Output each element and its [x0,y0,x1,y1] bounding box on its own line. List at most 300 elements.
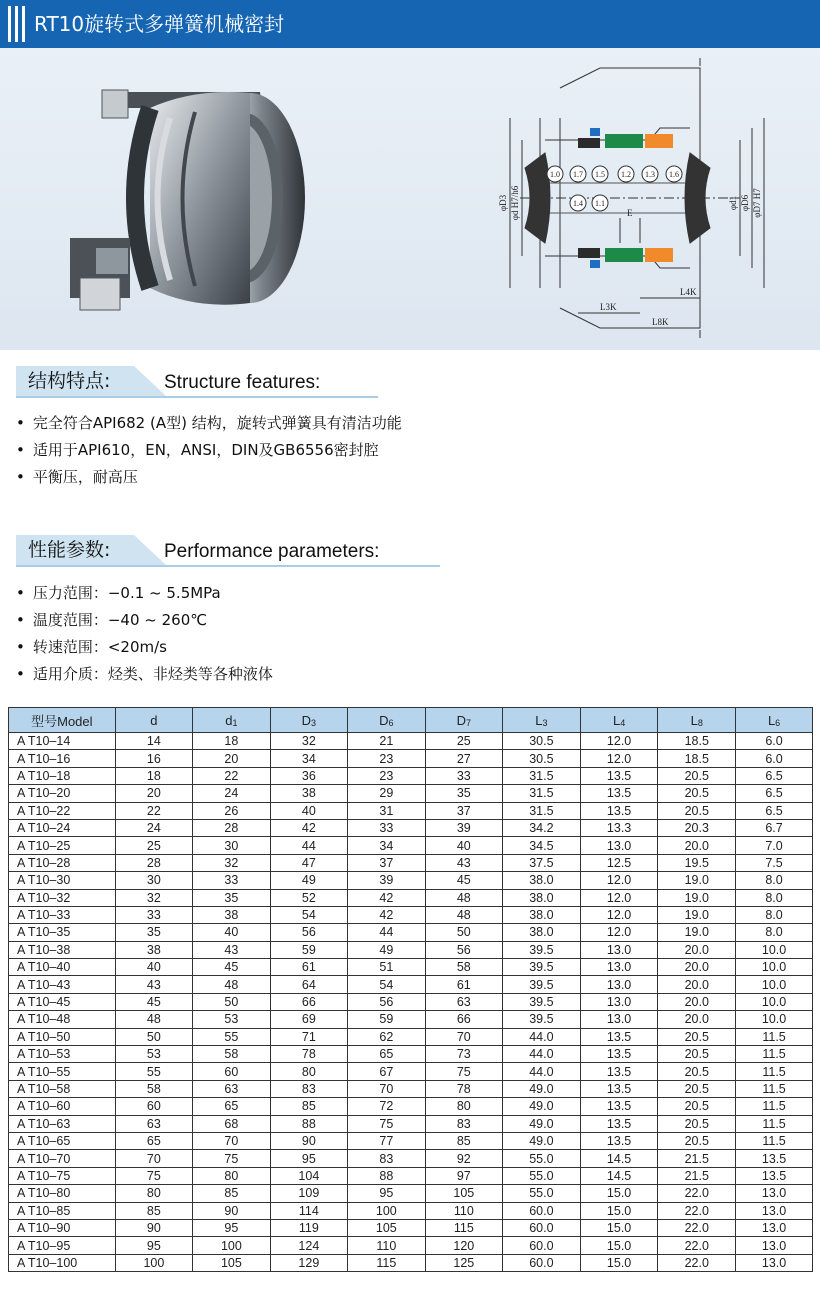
table-row [9,854,813,871]
seal-photo [70,90,305,310]
value-cell: 24 [115,819,192,836]
value-cell: 13.5 [580,785,658,802]
value-cell: 20.0 [658,959,736,976]
value-cell: 54 [270,906,347,923]
value-cell: 23 [348,767,425,784]
value-cell: 53 [193,1011,270,1028]
value-cell: 124 [270,1237,347,1254]
value-cell: 105 [425,1185,502,1202]
value-cell: 28 [193,819,270,836]
table-body [9,733,813,1272]
value-cell: 33 [115,906,192,923]
table-row [9,1167,813,1184]
table-row [9,1132,813,1149]
model-cell: A T10–65 [9,1132,116,1149]
value-cell: 29 [348,785,425,802]
value-cell: 13.5 [580,1063,658,1080]
value-cell: 125 [425,1254,502,1271]
value-cell: 85 [115,1202,192,1219]
value-cell: 75 [425,1063,502,1080]
value-cell: 61 [270,959,347,976]
value-cell: 13.5 [580,1098,658,1115]
model-cell: A T10–70 [9,1150,116,1167]
model-cell: A T10–18 [9,767,116,784]
value-cell: 13.0 [736,1254,813,1271]
value-cell: 53 [115,1046,192,1063]
column-header: $D_6$ [348,708,425,733]
value-cell: 20.5 [658,1132,736,1149]
value-cell: 13.0 [580,976,658,993]
product-image-band [0,48,820,350]
value-cell: 42 [348,889,425,906]
value-cell: 50 [193,993,270,1010]
value-cell: 37 [348,854,425,871]
value-cell: 48 [193,976,270,993]
value-cell: 56 [348,993,425,1010]
page-header [0,0,820,48]
model-cell: A T10–80 [9,1185,116,1202]
value-cell: 60.0 [503,1237,581,1254]
table-row [9,906,813,923]
value-cell: 19.0 [658,924,736,941]
value-cell: 77 [348,1132,425,1149]
model-cell: A T10–30 [9,872,116,889]
value-cell: 34.2 [503,819,581,836]
dim-d1: φd1 [728,195,738,211]
table-row [9,959,813,976]
performance-title-zh: 性能参数: [28,539,111,561]
value-cell: 23 [348,750,425,767]
technical-drawing [510,58,764,338]
value-cell: 42 [270,819,347,836]
value-cell: 13.5 [736,1150,813,1167]
value-cell: 15.0 [580,1254,658,1271]
value-cell: 75 [193,1150,270,1167]
dim-D6: φD6 [740,194,750,212]
heading-rule [16,565,440,567]
value-cell: 11.5 [736,1132,813,1149]
value-cell: 65 [115,1132,192,1149]
value-cell: 20.5 [658,1098,736,1115]
list-item: • 平衡压，耐高压 [16,464,402,491]
table-row [9,733,813,750]
value-cell: 38.0 [503,872,581,889]
value-cell: 50 [425,924,502,941]
value-cell: 30 [193,837,270,854]
value-cell: 11.5 [736,1063,813,1080]
value-cell: 63 [425,993,502,1010]
table-row [9,1080,813,1097]
callout-1-5: 1.5 [595,170,605,179]
model-cell: A T10–32 [9,889,116,906]
value-cell: 31.5 [503,785,581,802]
value-cell: 33 [193,872,270,889]
value-cell: 6.0 [736,733,813,750]
value-cell: 120 [425,1237,502,1254]
value-cell: 39 [425,819,502,836]
value-cell: 25 [115,837,192,854]
structure-section-heading [16,366,416,398]
value-cell: 30.5 [503,750,581,767]
value-cell: 11.5 [736,1080,813,1097]
model-cell: A T10–35 [9,924,116,941]
value-cell: 20.5 [658,1028,736,1045]
value-cell: 19.5 [658,854,736,871]
value-cell: 66 [270,993,347,1010]
value-cell: 16 [115,750,192,767]
list-item: • 压力范围：−0.1 ~ 5.5MPa [16,580,273,607]
value-cell: 55.0 [503,1185,581,1202]
value-cell: 110 [348,1237,425,1254]
performance-title-en: Performance parameters: [164,541,380,562]
structure-title-zh: 结构特点: [28,370,111,392]
value-cell: 61 [425,976,502,993]
value-cell: 42 [348,906,425,923]
value-cell: 83 [425,1115,502,1132]
model-cell: A T10–24 [9,819,116,836]
table-row [9,941,813,958]
value-cell: 68 [193,1115,270,1132]
value-cell: 90 [193,1202,270,1219]
value-cell: 31 [348,802,425,819]
value-cell: 20.0 [658,941,736,958]
table-row [9,1098,813,1115]
value-cell: 20.5 [658,1063,736,1080]
value-cell: 22 [115,802,192,819]
model-cell: A T10–100 [9,1254,116,1271]
value-cell: 8.0 [736,872,813,889]
value-cell: 38.0 [503,889,581,906]
value-cell: 22.0 [658,1202,736,1219]
value-cell: 88 [270,1115,347,1132]
value-cell: 38 [193,906,270,923]
value-cell: 13.3 [580,819,658,836]
value-cell: 20.0 [658,976,736,993]
list-item: • 温度范围：−40 ~ 260℃ [16,607,273,634]
model-cell: A T10–90 [9,1219,116,1236]
value-cell: 31.5 [503,767,581,784]
value-cell: 20.0 [658,1011,736,1028]
value-cell: 60.0 [503,1202,581,1219]
list-item: • 转速范围：<20m/s [16,634,273,661]
model-cell: A T10–53 [9,1046,116,1063]
value-cell: 22.0 [658,1254,736,1271]
value-cell: 37.5 [503,854,581,871]
table-row [9,1237,813,1254]
value-cell: 43 [115,976,192,993]
value-cell: 15.0 [580,1219,658,1236]
value-cell: 70 [115,1150,192,1167]
value-cell: 44 [348,924,425,941]
heading-rule [16,396,378,398]
column-header: 型号Model [9,708,116,733]
value-cell: 56 [425,941,502,958]
value-cell: 97 [425,1167,502,1184]
value-cell: 13.5 [580,1046,658,1063]
value-cell: 20.5 [658,785,736,802]
value-cell: 12.5 [580,854,658,871]
column-header: $L_8$ [658,708,736,733]
value-cell: 83 [270,1080,347,1097]
callout-1-4: 1.4 [573,199,583,208]
value-cell: 51 [348,959,425,976]
value-cell: 13.5 [736,1167,813,1184]
value-cell: 115 [348,1254,425,1271]
value-cell: 43 [193,941,270,958]
table-row [9,837,813,854]
drawing-part-callouts [547,166,682,211]
value-cell: 12.0 [580,872,658,889]
model-cell: A T10–43 [9,976,116,993]
value-cell: 13.0 [580,941,658,958]
value-cell: 60.0 [503,1219,581,1236]
value-cell: 34 [270,750,347,767]
table-row [9,1185,813,1202]
value-cell: 60.0 [503,1254,581,1271]
value-cell: 20.5 [658,1115,736,1132]
dim-d: φd H7/h6 [510,185,520,221]
value-cell: 45 [193,959,270,976]
value-cell: 52 [270,889,347,906]
header-stripes [8,6,25,42]
value-cell: 32 [193,854,270,871]
model-cell: A T10–33 [9,906,116,923]
column-header: $D_3$ [270,708,347,733]
value-cell: 114 [270,1202,347,1219]
value-cell: 12.0 [580,906,658,923]
value-cell: 20.3 [658,819,736,836]
value-cell: 13.0 [736,1202,813,1219]
value-cell: 36 [270,767,347,784]
callout-1-1: 1.1 [595,199,605,208]
value-cell: 13.0 [736,1237,813,1254]
value-cell: 26 [193,802,270,819]
value-cell: 35 [425,785,502,802]
value-cell: 14.5 [580,1167,658,1184]
value-cell: 30.5 [503,733,581,750]
table-row [9,1011,813,1028]
value-cell: 11.5 [736,1028,813,1045]
table-row [9,889,813,906]
column-header: $L_3$ [503,708,581,733]
value-cell: 48 [425,889,502,906]
value-cell: 12.0 [580,733,658,750]
spec-table [8,707,813,1272]
value-cell: 39 [348,872,425,889]
table-row [9,1202,813,1219]
value-cell: 25 [425,733,502,750]
value-cell: 54 [348,976,425,993]
model-cell: A T10–20 [9,785,116,802]
value-cell: 80 [115,1185,192,1202]
value-cell: 110 [425,1202,502,1219]
value-cell: 69 [270,1011,347,1028]
value-cell: 20 [193,750,270,767]
value-cell: 19.0 [658,906,736,923]
value-cell: 49 [348,941,425,958]
value-cell: 100 [348,1202,425,1219]
table-row [9,1115,813,1132]
structure-list [16,410,402,491]
value-cell: 39.5 [503,993,581,1010]
value-cell: 21.5 [658,1167,736,1184]
value-cell: 39.5 [503,959,581,976]
value-cell: 35 [193,889,270,906]
value-cell: 37 [425,802,502,819]
dim-D7: φD7 H7 [752,188,762,218]
value-cell: 13.5 [580,802,658,819]
value-cell: 44.0 [503,1028,581,1045]
value-cell: 43 [425,854,502,871]
list-item: • 完全符合API682 (A型) 结构，旋转式弹簧具有清洁功能 [16,410,402,437]
value-cell: 11.5 [736,1115,813,1132]
value-cell: 15.0 [580,1237,658,1254]
page-title: RT10旋转式多弹簧机械密封 [34,12,285,36]
value-cell: 12.0 [580,889,658,906]
value-cell: 12.0 [580,924,658,941]
value-cell: 63 [115,1115,192,1132]
value-cell: 14.5 [580,1150,658,1167]
value-cell: 10.0 [736,993,813,1010]
list-item: • 适用介质：烃类、非烃类等各种液体 [16,661,273,688]
dim-D3: φD3 [498,194,508,212]
value-cell: 49.0 [503,1132,581,1149]
value-cell: 115 [425,1219,502,1236]
column-header: $L_6$ [736,708,813,733]
value-cell: 33 [425,767,502,784]
value-cell: 60 [193,1063,270,1080]
table-row [9,1046,813,1063]
callout-1-2: 1.2 [621,170,631,179]
value-cell: 83 [348,1150,425,1167]
value-cell: 109 [270,1185,347,1202]
model-cell: A T10–85 [9,1202,116,1219]
value-cell: 20.5 [658,767,736,784]
column-header: $L_4$ [580,708,658,733]
value-cell: 15.0 [580,1185,658,1202]
value-cell: 60 [115,1098,192,1115]
value-cell: 30 [115,872,192,889]
value-cell: 33 [348,819,425,836]
value-cell: 20 [115,785,192,802]
value-cell: 20.5 [658,1046,736,1063]
value-cell: 73 [425,1046,502,1063]
column-header: d [115,708,192,733]
model-cell: A T10–48 [9,1011,116,1028]
value-cell: 40 [193,924,270,941]
value-cell: 48 [425,906,502,923]
value-cell: 10.0 [736,976,813,993]
value-cell: 10.0 [736,959,813,976]
table-row [9,924,813,941]
value-cell: 38 [115,941,192,958]
model-cell: A T10–60 [9,1098,116,1115]
value-cell: 38 [270,785,347,802]
value-cell: 13.0 [580,959,658,976]
value-cell: 19.0 [658,889,736,906]
value-cell: 13.5 [580,1132,658,1149]
value-cell: 6.0 [736,750,813,767]
table-row [9,767,813,784]
callout-1-7: 1.7 [573,170,583,179]
value-cell: 75 [115,1167,192,1184]
value-cell: 27 [425,750,502,767]
dim-L3K: L3K [600,302,617,312]
value-cell: 31.5 [503,802,581,819]
value-cell: 100 [115,1254,192,1271]
value-cell: 67 [348,1063,425,1080]
table-row [9,819,813,836]
column-header: $D_7$ [425,708,502,733]
value-cell: 20.5 [658,1080,736,1097]
value-cell: 20.0 [658,837,736,854]
value-cell: 90 [115,1219,192,1236]
value-cell: 55.0 [503,1150,581,1167]
value-cell: 70 [425,1028,502,1045]
value-cell: 6.7 [736,819,813,836]
value-cell: 11.5 [736,1046,813,1063]
value-cell: 20.5 [658,802,736,819]
value-cell: 40 [115,959,192,976]
value-cell: 13.0 [580,837,658,854]
value-cell: 92 [425,1150,502,1167]
value-cell: 45 [425,872,502,889]
value-cell: 32 [270,733,347,750]
list-item: • 适用于API610，EN，ANSI，DIN及GB6556密封腔 [16,437,402,464]
value-cell: 66 [425,1011,502,1028]
value-cell: 14 [115,733,192,750]
value-cell: 105 [348,1219,425,1236]
value-cell: 65 [348,1046,425,1063]
value-cell: 19.0 [658,872,736,889]
value-cell: 18 [115,767,192,784]
value-cell: 35 [115,924,192,941]
value-cell: 21 [348,733,425,750]
callout-1-6: 1.6 [669,170,679,179]
table-row [9,993,813,1010]
value-cell: 32 [115,889,192,906]
callout-1-0: 1.0 [550,170,560,179]
value-cell: 63 [193,1080,270,1097]
value-cell: 49.0 [503,1115,581,1132]
value-cell: 8.0 [736,924,813,941]
value-cell: 38.0 [503,906,581,923]
value-cell: 34.5 [503,837,581,854]
value-cell: 50 [115,1028,192,1045]
value-cell: 13.0 [580,1011,658,1028]
value-cell: 65 [193,1098,270,1115]
value-cell: 95 [270,1150,347,1167]
value-cell: 75 [348,1115,425,1132]
callout-1-3: 1.3 [645,170,655,179]
value-cell: 10.0 [736,1011,813,1028]
value-cell: 12.0 [580,750,658,767]
value-cell: 6.5 [736,767,813,784]
value-cell: 105 [193,1254,270,1271]
table-row [9,802,813,819]
table-row [9,1150,813,1167]
value-cell: 38.0 [503,924,581,941]
table-row [9,1028,813,1045]
model-cell: A T10–28 [9,854,116,871]
value-cell: 39.5 [503,976,581,993]
model-cell: A T10–95 [9,1237,116,1254]
table-row [9,750,813,767]
value-cell: 59 [348,1011,425,1028]
value-cell: 80 [270,1063,347,1080]
value-cell: 78 [425,1080,502,1097]
value-cell: 55.0 [503,1167,581,1184]
